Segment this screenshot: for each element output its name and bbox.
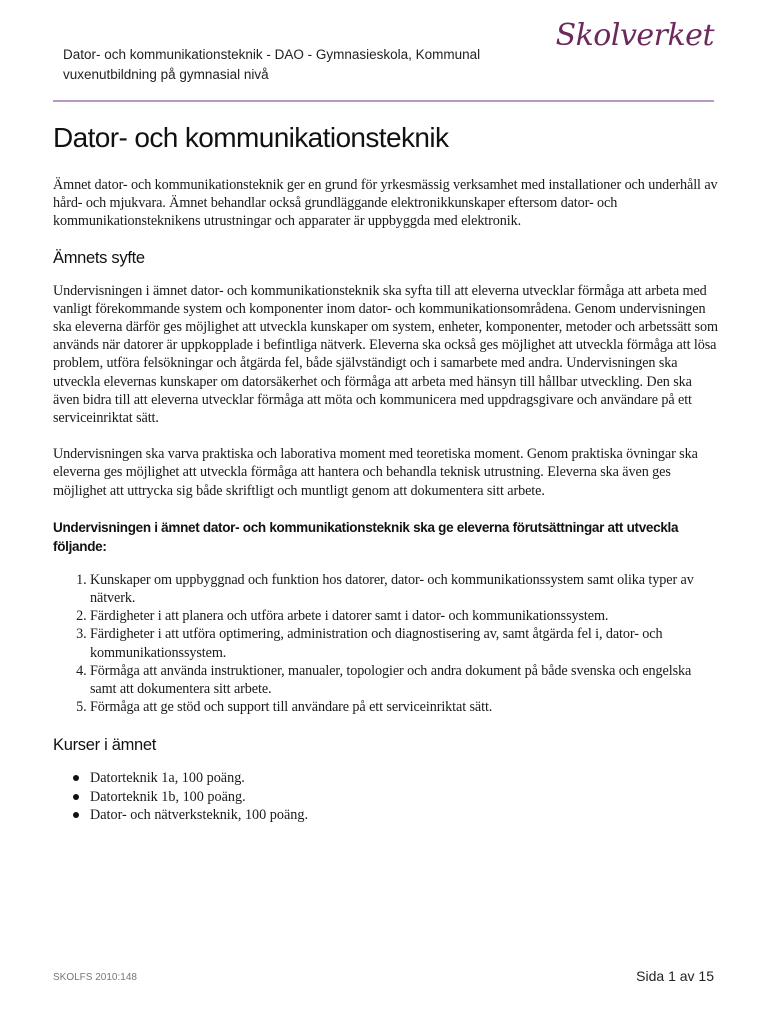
- bullet-icon: [73, 775, 79, 781]
- courses-list: [53, 769, 718, 824]
- course-item: [90, 806, 718, 824]
- course-label: Datorteknik 1a, 100 poäng.: [90, 770, 245, 787]
- courses-heading: Kurser i ämnet: [53, 736, 157, 755]
- goal-item: 4. Förmåga att använda instruktioner, manualer, topologier och andra dokument på både svenska och engelska samt att dokumentera sitt arbete.: [90, 662, 718, 698]
- course-label: Dator- och nätverksteknik, 100 poäng.: [90, 806, 308, 823]
- goal-item: 5. Förmåga att ge stöd och support till användare på ett serviceinriktat sätt.: [90, 698, 718, 716]
- goal-item: 2. Färdigheter i att planera och utföra arbete i datorer samt i dator- och kommunikationssystem.: [90, 607, 718, 625]
- goal-item: 1. Kunskaper om uppbyggnad och funktion hos datorer, dator- och kommunikationssystem samt olika typer av nätverk.: [90, 571, 718, 607]
- header-divider: [53, 100, 714, 102]
- bullet-icon: [73, 812, 79, 818]
- document-body: [53, 116, 718, 824]
- page-number: Sida 1 av 15: [636, 968, 714, 984]
- course-item: [90, 769, 718, 787]
- intro-paragraph: Ämnet dator- och kommunikationsteknik ger en grund för yrkesmässig verksamhet med installationer och underhåll av hård- och mjukvara. Ämnet behandlar också grundläggande elektronikkunskaper eftersom dator- och kommunikationsteknikens utrustningar och apparater är uppbyggda med elektronik.: [53, 177, 718, 230]
- footer-reference: SKOLFS 2010:148: [53, 972, 137, 983]
- goal-item: 3. Färdigheter i att utföra optimering, administration och diagnostisering av, samt åtgärda fel i, dator- och kommunikationssystem.: [90, 625, 718, 661]
- goals-list: [53, 571, 718, 717]
- document-title: Dator- och kommunikationsteknik: [53, 122, 449, 153]
- goals-heading: Undervisningen i ämnet dator- och kommunikationsteknik ska ge eleverna förutsättningar att utveckla följande:: [53, 519, 679, 554]
- skolverket-logo: Skolverket: [555, 18, 714, 53]
- purpose-paragraph-2: Undervisningen ska varva praktiska och laborativa moment med teoretiska moment. Genom praktiska övningar ska eleverna ges möjlighet att utveckla förmåga att hantera och behandla teknisk utrustning. Eleverna ska även ges möjlighet att uttrycka sig både skriftligt och muntligt genom att dokumentera sitt arbete.: [53, 446, 698, 499]
- course-label: Datorteknik 1b, 100 poäng.: [90, 788, 246, 805]
- document-header-title: Dator- och kommunikationsteknik - DAO - Gymnasieskola, Kommunal vuxenutbildning på gymnasial nivå: [63, 47, 481, 82]
- course-item: [90, 788, 718, 806]
- purpose-paragraph-1: Undervisningen i ämnet dator- och kommunikationsteknik ska syfta till att eleverna utvecklar förmåga att arbeta med vanligt förekommande system och komponenter inom dator- och kommunikationsområdena. Genom undervisningen ska eleverna därför ges möjlighet att utveckla kunskaper om system, enheter, komponenter, metoder och arbetssätt som används när datorer är uppkopplade i befintliga nätverk. Eleverna ska också ges möjlighet att utveckla förmåga att lösa problem, utföra felsökningar och åtgärda fel, både självständigt och i samarbete med andra. Undervisningen ska utveckla elevernas kunskaper om datorsäkerhet och förmåga att arbeta med hänsyn till hållbar utveckling. Den ska även bidra till att eleverna utvecklar förmåga att möta och kommunicera med uppdragsgivare och användare på ett serviceinriktat sätt.: [53, 282, 718, 427]
- bullet-icon: [73, 794, 79, 800]
- purpose-heading: Ämnets syfte: [53, 248, 145, 267]
